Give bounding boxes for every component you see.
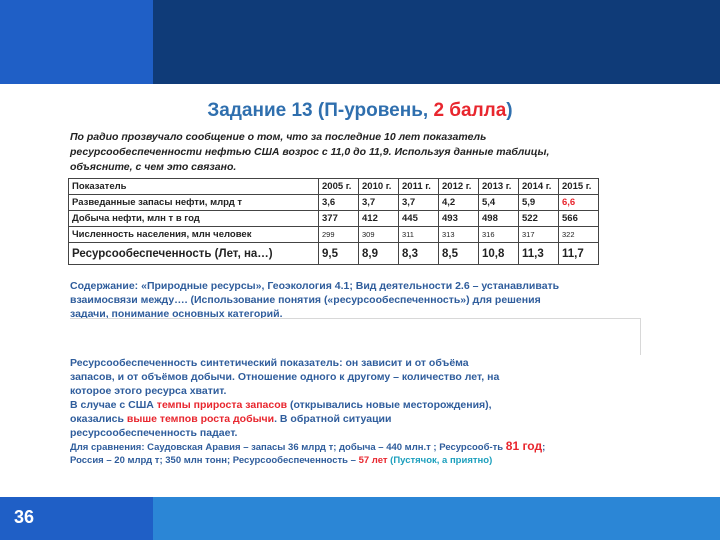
table-cell: 311 — [399, 227, 439, 243]
table-cell: 11,7 — [559, 243, 599, 265]
table-row — [69, 211, 599, 227]
table-cell: 316 — [479, 227, 519, 243]
explanation-text: Ресурсообеспеченность синтетический показатель: он зависит и от объёма запасов, и от объёмов добычи. Отношение одного к другому – количество лет, на которое этого ресурса хватит. В случае с США темпы прироста запасов (открывались новые месторождения), оказались выше темпов роста добычи. В обратной ситуации ресурсообеспеченность падает. Для сравнения: Саудовская Аравия – запасы 36 млрд т; добыча – 440 млн.т ; Ресурсооб-ть 81 год; Россия – 20 млрд т; 350 млн тонн; Ресурсообеспеченность – 57 лет (Пустячок, а приятно) — [70, 356, 640, 467]
header-cell: 2010 г. — [359, 179, 399, 195]
table-cell: 3,6 — [319, 195, 359, 211]
table-row — [69, 195, 599, 211]
comparison-line: Для сравнения: Саудовская Аравия – запасы 36 млрд т; добыча – 440 млн.т ; Ресурсооб-ть 81 год; — [70, 439, 546, 453]
page-number: 36 — [14, 507, 35, 527]
header-cell: 2013 г. — [479, 179, 519, 195]
table-cell: 4,2 — [439, 195, 479, 211]
empty-frame — [70, 318, 641, 355]
content-description: Содержание: «Природные ресурсы», Геоэкология 4.1; Вид деятельности 2.6 – устанавливать взаимосвязи между…. (Использование понятия («ресурсообеспеченность») для решения задачи, понимание основных категорий. — [70, 280, 560, 320]
table-cell: 377 — [319, 211, 359, 227]
header-cell: 2011 г. — [399, 179, 439, 195]
table-cell: 412 — [359, 211, 399, 227]
table-cell: 299 — [319, 227, 359, 243]
task-text: По радио прозвучало сообщение о том, что за последние 10 лет показатель ресурсообеспеченности нефтью США возрос с 11,0 до 11,9. Используя данные таблицы, объясните, с чем это связано. — [70, 131, 550, 173]
header-bar — [153, 0, 720, 84]
row-label: Разведанные запасы нефти, млрд т — [69, 195, 319, 211]
data-table — [68, 178, 599, 265]
table-row — [69, 227, 599, 243]
table-cell: 493 — [439, 211, 479, 227]
header-cell: Показатель — [69, 179, 319, 195]
row-label: Численность населения, млн человек — [69, 227, 319, 243]
row-label: Ресурсообеспеченность (Лет, на…) — [69, 243, 319, 265]
footer-bar — [153, 497, 720, 540]
header-accent-block — [0, 0, 153, 84]
table-cell: 10,8 — [479, 243, 519, 265]
header-cell: 2012 г. — [439, 179, 479, 195]
comparison-line: Россия – 20 млрд т; 350 млн тонн; Ресурсообеспеченность – 57 лет (Пустячок, а приятно) — [70, 455, 493, 466]
table-cell: 3,7 — [359, 195, 399, 211]
header-cell: 2014 г. — [519, 179, 559, 195]
table-cell: 8,5 — [439, 243, 479, 265]
table-header-row — [69, 179, 599, 195]
table-cell: 317 — [519, 227, 559, 243]
table-cell: 313 — [439, 227, 479, 243]
table-cell: 9,5 — [319, 243, 359, 265]
slide-title: Задание 13 (П-уровень, 2 балла) — [207, 100, 513, 121]
table-cell: 8,9 — [359, 243, 399, 265]
table-cell: 5,9 — [519, 195, 559, 211]
table-cell: 11,3 — [519, 243, 559, 265]
table-cell: 498 — [479, 211, 519, 227]
row-label: Добыча нефти, млн т в год — [69, 211, 319, 227]
table-cell: 3,7 — [399, 195, 439, 211]
table-cell: 566 — [559, 211, 599, 227]
table-cell-highlight: 6,6 — [559, 195, 599, 211]
header-cell: 2015 г. — [559, 179, 599, 195]
table-cell: 309 — [359, 227, 399, 243]
table-cell: 5,4 — [479, 195, 519, 211]
table-cell: 322 — [559, 227, 599, 243]
table-row — [69, 243, 599, 265]
table-cell: 522 — [519, 211, 559, 227]
table-cell: 445 — [399, 211, 439, 227]
table-cell: 8,3 — [399, 243, 439, 265]
header-cell: 2005 г. — [319, 179, 359, 195]
